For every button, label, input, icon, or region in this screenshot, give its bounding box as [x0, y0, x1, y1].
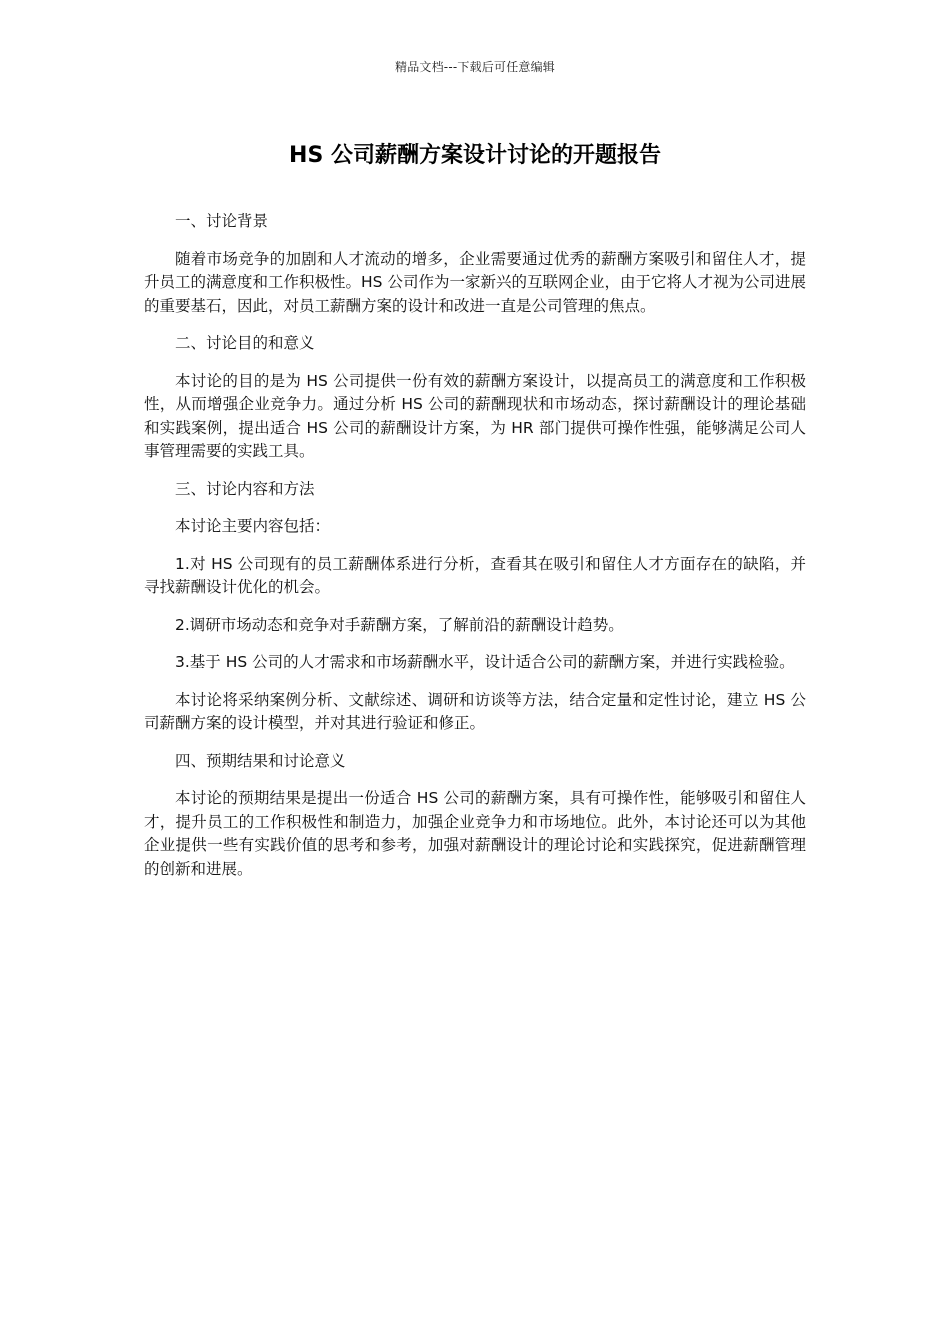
- paragraph-content-intro: 本讨论主要内容包括：: [175, 517, 331, 535]
- paragraph-background: 随着市场竞争的加剧和人才流动的增多，企业需要通过优秀的薪酬方案吸引和留住人才，提升员工的满意度和工作积极性。HS 公司作为一家新兴的互联网企业，由于它将人才视为公司进展的重要基石，因此，对员工薪酬方案的设计和改进一直是公司管理的焦点。: [144, 249, 806, 315]
- document-body: [144, 210, 806, 895]
- list-item-1: 1.对 HS 公司现有的员工薪酬体系进行分析，查看其在吸引和留住人才方面存在的缺陷，并寻找薪酬设计优化的机会。: [144, 554, 806, 596]
- list-item-3: 3.基于 HS 公司的人才需求和市场薪酬水平，设计适合公司的薪酬方案，并进行实践检验。: [175, 653, 795, 671]
- section-heading-expected-results: 四、预期结果和讨论意义: [175, 751, 346, 770]
- section-heading-background: 一、讨论背景: [175, 212, 269, 230]
- header-note: 精品文档---下载后可任意编辑: [395, 60, 555, 74]
- paragraph-methods: 本讨论将采纳案例分析、文献综述、调研和访谈等方法，结合定量和定性讨论，建立 HS 公司薪酬方案的设计模型，并对其进行验证和修正。: [144, 690, 806, 732]
- section-heading-purpose: 二、讨论目的和意义: [175, 334, 315, 352]
- paragraph-purpose: 本讨论的目的是为 HS 公司提供一份有效的薪酬方案设计，以提高员工的满意度和工作积极性，从而增强企业竞争力。通过分析 HS 公司的薪酬现状和市场动态，探讨薪酬设计的理论基础和实践案例，提出适合 HS 公司的薪酬设计方案，为 HR 部门提供可操作性强，能够满足公司人事管理需要的实践工具。: [144, 371, 806, 460]
- list-item-2: 2.调研市场动态和竞争对手薪酬方案，了解前沿的薪酬设计趋势。: [175, 615, 624, 634]
- paragraph-expected-results: 本讨论的预期结果是提出一份适合 HS 公司的薪酬方案，具有可操作性，能够吸引和留住人才，提升员工的工作积极性和制造力，加强企业竞争力和市场地位。此外，本讨论还可以为其他企业提供一些有实践价值的思考和参考，加强对薪酬设计的理论讨论和实践探究，促进薪酬管理的创新和进展。: [144, 789, 806, 878]
- section-heading-content-methods: 三、讨论内容和方法: [175, 479, 315, 498]
- document-title: HS 公司薪酬方案设计讨论的开题报告: [289, 143, 661, 168]
